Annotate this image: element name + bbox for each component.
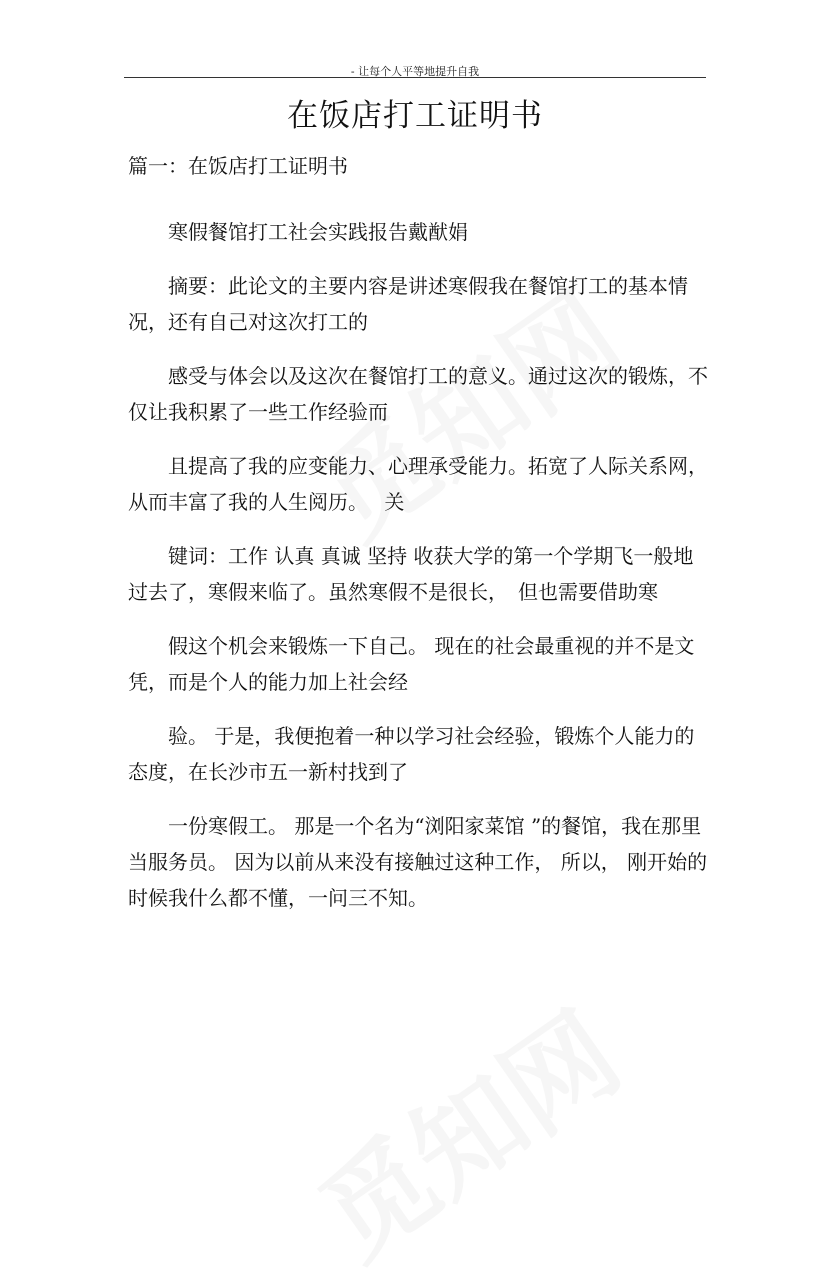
header-slogan: - 让每个人平等地提升自我 — [350, 65, 480, 78]
paragraph: 假这个机会来锻炼一下自己。 现在的社会最重视的并不是文凭，而是个人的能力加上社会经 — [128, 634, 695, 694]
document-body — [128, 148, 708, 916]
header-rule — [124, 77, 706, 78]
paragraph: 验。 于是，我便抱着一种以学习社会经验，锻炼个人能力的态度，在长沙市五一新村找到了 — [128, 724, 695, 784]
paragraph: 寒假餐馆打工社会实践报告戴猷娟 — [168, 220, 468, 244]
paragraph: 且提高了我的应变能力、心理承受能力。拓宽了人际关系网，从而丰富了我的人生阅历。 关 — [128, 454, 708, 514]
watermark-lower — [285, 970, 646, 1288]
paragraph: 感受与体会以及这次在餐馆打工的意义。通过这次的锻炼，不仅让我积累了一些工作经验而 — [128, 364, 708, 424]
paragraph: 键词：工作 认真 真诚 坚持 收获大学的第一个学期飞一般地过去了，寒假来临了。虽然寒假不是很长， 但也需要借助寒 — [128, 544, 694, 604]
document-title: 在饭店打工证明书 — [287, 98, 543, 134]
section-title: 篇一：在饭店打工证明书 — [128, 154, 348, 178]
paragraph: 一份寒假工。 那是一个名为“浏阳家菜馆 ”的餐馆，我在那里当服务员。 因为以前从来没有接触过这种工作， 所以， 刚开始的时候我什么都不懂，一问三不知。 — [128, 814, 708, 910]
paragraph: 摘要：此论文的主要内容是讲述寒假我在餐馆打工的基本情况，还有自己对这次打工的 — [128, 274, 688, 334]
